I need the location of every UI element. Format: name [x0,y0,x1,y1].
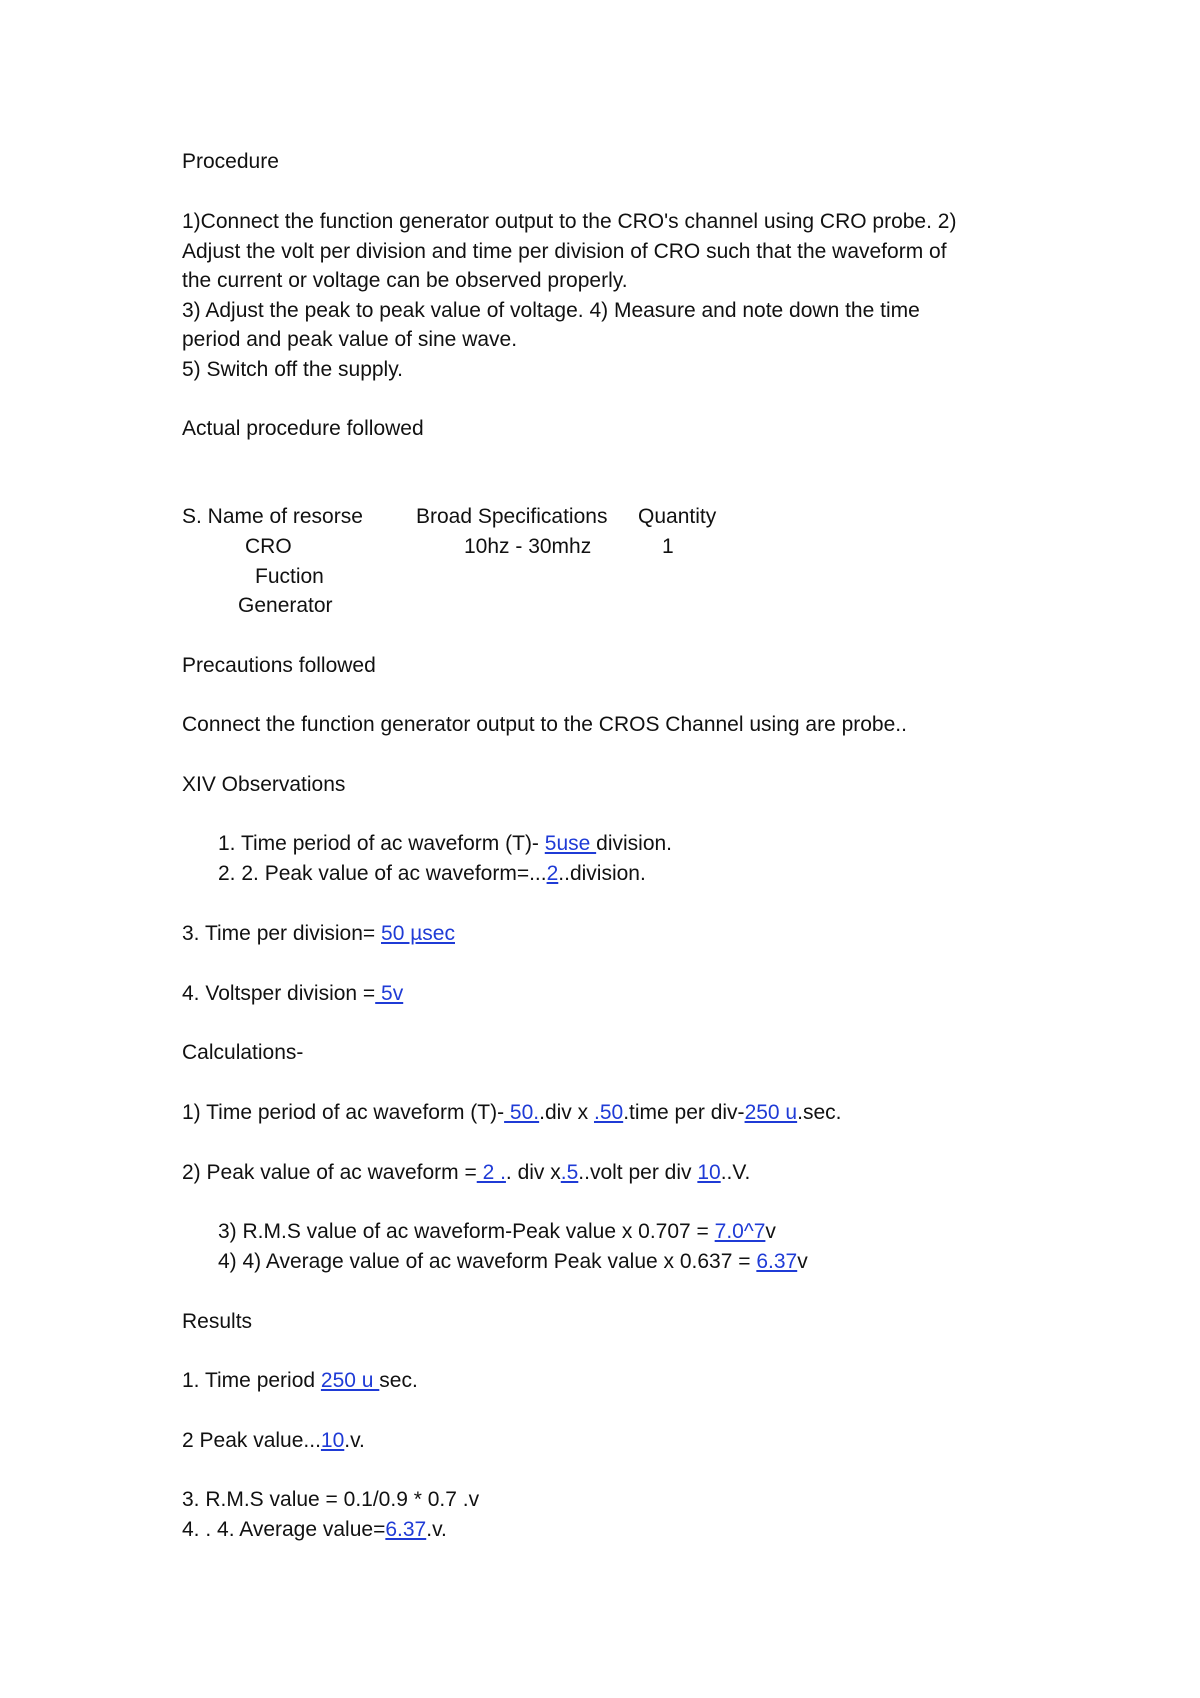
result-1-value[interactable]: 250 u [320,1369,380,1392]
observation-item-2 [218,860,646,888]
table-header-name: S. Name of resorse [182,505,363,528]
observation-item-4 [182,980,403,1008]
table-cell-qty: 1 [662,535,674,558]
observation-4-prefix: 4. Voltsper division = [182,982,376,1005]
calculation-4 [218,1248,808,1276]
actual-procedure-heading: Actual procedure followed [182,417,424,440]
result-1-suffix: sec. [379,1369,418,1392]
observation-item-1 [218,830,672,858]
result-1-text: 1. Time period [182,1369,321,1392]
procedure-line-2: Adjust the volt per division and time per division of CRO such that the waveform of [182,240,947,263]
calc-2-text-b: . div x [505,1161,561,1184]
result-4 [182,1516,447,1544]
result-2-suffix: .v. [344,1429,365,1452]
table-cell-name: CRO [245,535,292,558]
calculations-heading: Calculations- [182,1041,304,1064]
observation-item-3 [182,920,455,948]
observation-4-value[interactable]: 5v [375,982,404,1005]
procedure-line-5: period and peak value of sine wave. [182,328,518,351]
result-4-value[interactable]: 6.37 [385,1518,427,1541]
observation-3-prefix: 3. Time per division= [182,922,382,945]
observation-1-suffix: division. [596,832,673,855]
result-1 [182,1367,418,1395]
calculation-1 [182,1099,841,1127]
procedure-line-4: 3) Adjust the peak to peak value of voltage. 4) Measure and note down the time [182,299,920,322]
result-4-suffix: .v. [426,1518,447,1541]
table-header-spec: Broad Specifications [416,505,608,528]
observations-heading: XIV Observations [182,773,346,796]
observation-2-prefix: 2. 2. Peak value of ac waveform=... [218,862,547,885]
result-4-text: 4. . 4. Average value= [182,1518,386,1541]
calc-3-value[interactable]: 7.0^7 [714,1220,766,1243]
calc-1-text-d: .sec. [797,1101,842,1124]
calculation-2 [182,1159,750,1187]
procedure-line-3: the current or voltage can be observed properly. [182,269,628,292]
calc-4-suffix: v [797,1250,808,1273]
result-2 [182,1427,365,1455]
observation-2-value[interactable]: 2 [546,862,559,885]
calc-1-text-b: .div x [539,1101,594,1124]
table-cell-name-line2: Generator [238,594,333,617]
calc-1-text-a: 1) Time period of ac waveform (T)- [182,1101,505,1124]
result-2-text: 2 Peak value... [182,1429,321,1452]
calc-2-value-c[interactable]: 10 [697,1161,721,1184]
calculation-3 [218,1218,776,1246]
calc-2-value-a[interactable]: 2 . [476,1161,506,1184]
calc-2-text-d: ..V. [720,1161,751,1184]
procedure-heading: Procedure [182,150,279,173]
observation-2-suffix: ..division. [558,862,646,885]
calc-3-text: 3) R.M.S value of ac waveform-Peak value x 0.707 = [218,1220,715,1243]
observation-1-prefix: 1. Time period of ac waveform (T)- [218,832,545,855]
result-2-value[interactable]: 10 [320,1429,345,1452]
result-3: 3. R.M.S value = 0.1/0.9 * 0.7 .v [182,1488,480,1511]
table-header-qty: Quantity [638,505,717,528]
precautions-text: Connect the function generator output to the CROS Channel using are probe.. [182,713,907,736]
calc-1-value-a[interactable]: 50. [504,1101,540,1124]
table-cell-spec: 10hz - 30mhz [464,535,592,558]
calc-2-text-c: ..volt per div [578,1161,698,1184]
observation-1-value[interactable]: 5use [544,832,597,855]
calc-2-value-b[interactable]: .5 [560,1161,579,1184]
procedure-line-6: 5) Switch off the supply. [182,358,404,381]
calc-3-suffix: v [765,1220,776,1243]
calc-1-value-c[interactable]: 250 u [744,1101,798,1124]
observation-3-value[interactable]: 50 µsec [381,922,455,945]
calc-1-value-b[interactable]: .50 [593,1101,624,1124]
precautions-heading: Precautions followed [182,654,376,677]
calc-4-value[interactable]: 6.37 [756,1250,798,1273]
procedure-line-1: 1)Connect the function generator output to the CRO's channel using CRO probe. 2) [182,210,957,233]
table-cell-name-line1: Fuction [255,565,324,588]
calc-4-text: 4) 4) Average value of ac waveform Peak value x 0.637 = [218,1250,757,1273]
calc-1-text-c: .time per div- [623,1101,745,1124]
results-heading: Results [182,1310,253,1333]
calc-2-text-a: 2) Peak value of ac waveform = [182,1161,477,1184]
